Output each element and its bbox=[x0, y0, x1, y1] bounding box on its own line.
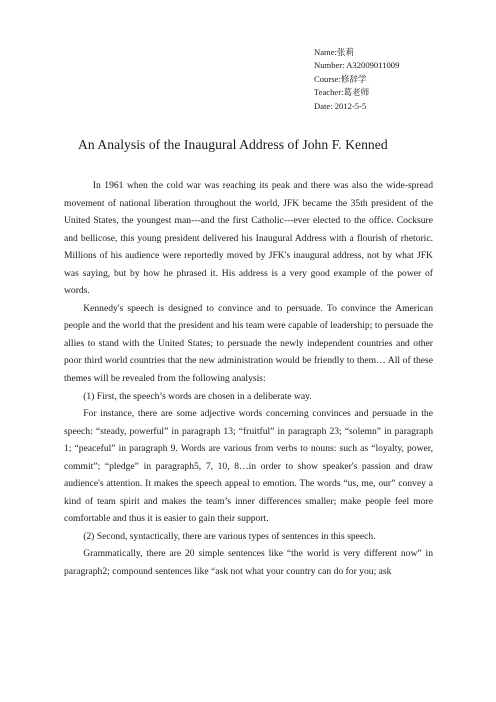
paragraph-syntax: Grammatically, there are 20 simple sentences like “the world is very different now” in paragraph2; compound sentences like “ask not what your country can do for you; ask bbox=[64, 548, 433, 578]
paragraph-intro: In 1961 when the cold war was reaching its peak and there was also the wide-spread movement of national liberation throughout the world, JFK became the 35th president of the United States, the youngest man---and the first Catholic---ever elected to the office. Cocksure and bellicose, this young president delivered his Inaugural Address with a flourish of rhetoric. Millions of his audience were reportedly moved by JFK's inaugural address, not by what JFK was saying, but by how he phrased it. His address is a very good example of the power of words. bbox=[64, 180, 433, 297]
header-info bbox=[314, 46, 399, 113]
document-title: An Analysis of the Inaugural Address of John F. Kenned bbox=[78, 137, 388, 152]
paragraph-purpose: Kennedy's speech is designed to convince and to persuade. To convince the American people and the world that the president and his team were capable of leadership; to persuade the allies to stand with the United States; to persuade the newly independent countries and other poor third world countries that the new administration would be friendly to them… All of these themes will be revealed from the following analysis: bbox=[64, 302, 433, 385]
document-body bbox=[64, 177, 433, 581]
paragraph-point-1: (1) First, the speech’s words are chosen in a deliberate way. bbox=[83, 390, 312, 402]
paragraph-point-2: (2) Second, syntactically, there are various types of sentences in this speech. bbox=[83, 530, 376, 542]
teacher-name: Teacher:葛老师 bbox=[314, 87, 370, 98]
student-name: Name:张莉 bbox=[314, 47, 355, 57]
student-number: Number: A32009011009 bbox=[314, 60, 400, 71]
course-name: Course:修辞学 bbox=[314, 73, 367, 84]
paragraph-word-choice: For instance, there are some adjective words concerning convinces and persuade in the speech: “steady, powerful” in paragraph 13; “fruitful” in paragraph 23; “solemn” in paragraph 1; “peaceful” in paragraph 9. Words are various from verbs to nouns: such as “loyalty, power, commit”; “pledge” in paragraph5, 7, 10, 8…in order to show speaker's passion and draw audience's attention. It makes the speech appeal to emotion. The words “us, me, our” convey a kind of team spirit and makes the team’s inner differences smaller; make people feel more comfortable and thus it is easier to gain their support. bbox=[64, 408, 433, 525]
submission-date: Date: 2012-5-5 bbox=[314, 100, 367, 111]
